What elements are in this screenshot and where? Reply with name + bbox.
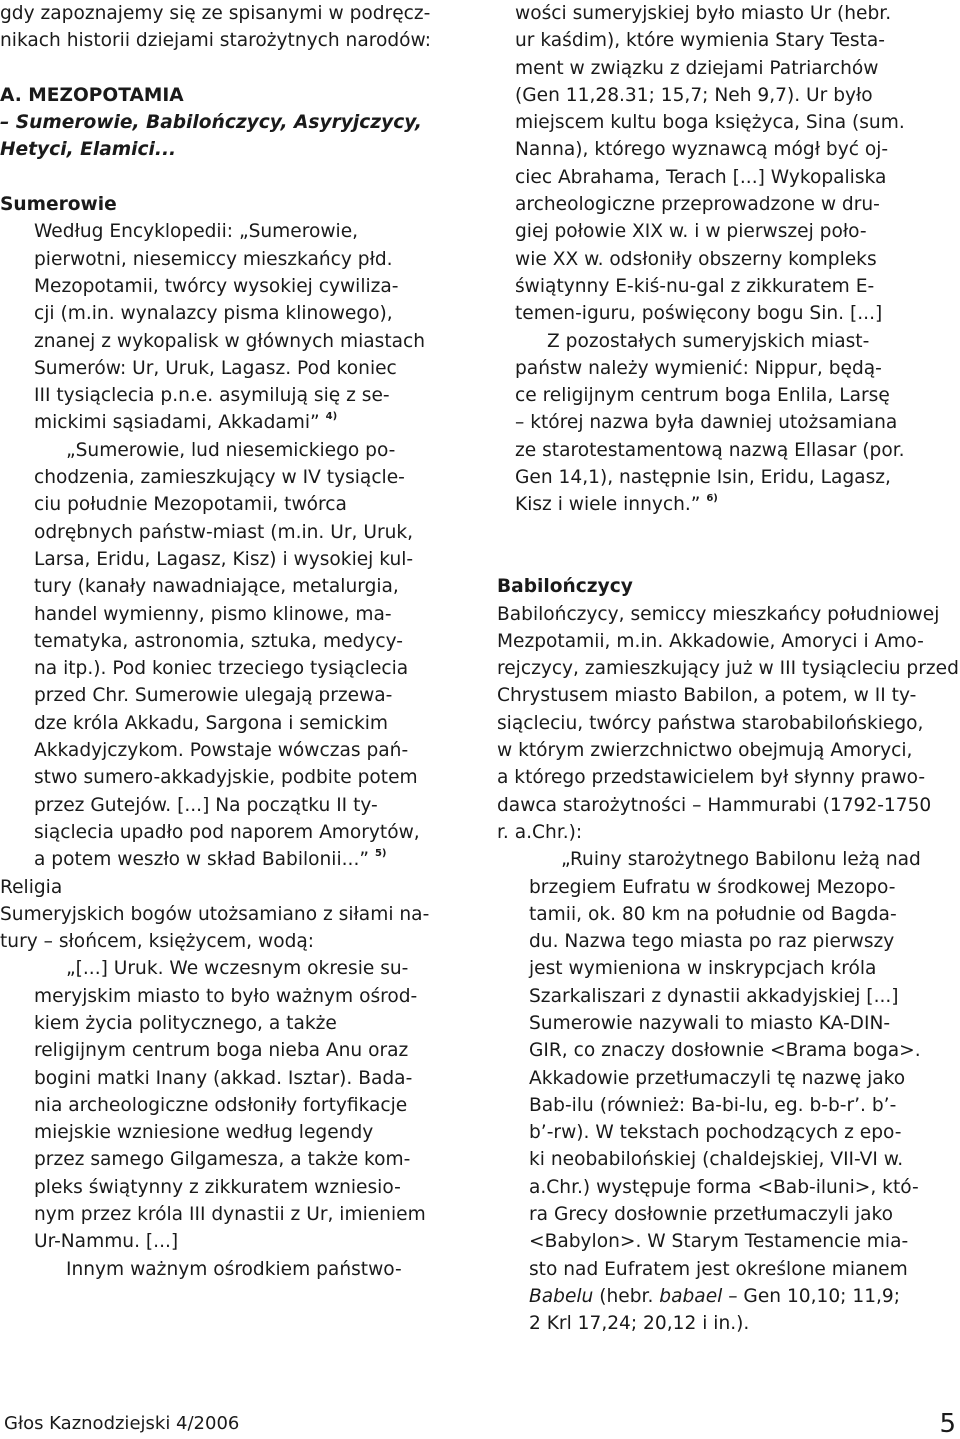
text-line: III tysiąclecia p.n.e. asymilują się z se-: [34, 385, 390, 407]
quote-line: a potem weszło w skład Babilonii...”: [34, 849, 370, 871]
quote-line: jest wymieniona w inskrypcjach króla: [529, 958, 877, 980]
babel-rest: – Gen 10,10; 11,9;: [722, 1285, 901, 1307]
text-line: wości sumeryjskiej było miasto Ur (hebr.: [515, 3, 892, 24]
footnote-ref: 4): [325, 411, 338, 423]
text-line: Mezpotamii, m.in. Akkadowie, Amoryci i Amo-: [497, 630, 924, 652]
quote-line: tamii, ok. 80 km na południe od Bagda-: [529, 903, 897, 925]
quote-line: „Ruiny starożytnego Babilonu leżą nad: [561, 849, 921, 871]
section-subtitle: – Sumerowie, Babilończycy, Asyryjczycy,: [0, 112, 422, 134]
quote-line: [529, 1283, 960, 1310]
text-line: ciec Abrahama, Terach [...] Wykopaliska: [515, 166, 887, 188]
text-line: temen-iguru, poświęcony bogu Sin. [...]: [515, 303, 883, 325]
left-column: [0, 0, 470, 1283]
quote-line: Sumerowie nazywali to miasto KA-DIN-: [529, 1012, 891, 1034]
text-line: archeologiczne przeprowadzone w dru-: [515, 194, 880, 216]
quote-line: tury (kanały nawadniające, metalurgia,: [34, 576, 399, 598]
text-line: Sumerów: Ur, Uruk, Lagasz. Pod koniec: [34, 357, 397, 379]
quote-line: siąclecia upadło pod naporem Amorytów,: [34, 821, 420, 843]
text-line: mickimi sąsiadami, Akkadami”: [34, 412, 320, 434]
sumer-paragraph: [0, 218, 470, 873]
quote-line: religijnym centrum boga nieba Anu oraz: [34, 1040, 409, 1062]
quote-line: dze króla Akkadu, Sargona i semickim: [34, 712, 389, 734]
text-line: świątynny E-kiś-nu-gal z zikkuratem E-: [515, 275, 875, 297]
text-line: ze starotestamentową nazwą Ellasar (por.: [515, 439, 905, 461]
section-subtitle: Hetyci, Elamici...: [0, 139, 177, 161]
quote-line: ra Grecy dosłownie przetłumaczyli jako: [529, 1204, 893, 1226]
quote-line: „Sumerowie, lud niesemickiego po-: [66, 439, 396, 461]
text-line: Sumeryjskich bogów utożsamiano z siłami na-: [0, 903, 430, 925]
text-line: Babilończycy, semiccy mieszkańcy południowej: [497, 603, 940, 625]
quote-line: handel wymienny, pismo klinowe, ma-: [34, 603, 392, 625]
babylon-quote: [497, 846, 960, 1337]
text-line: a którego przedstawicielem był słynny prawo-: [497, 767, 926, 789]
journal-footer: Głos Kaznodziejski 4/2006: [4, 1413, 240, 1434]
section-title: A. MEZOPOTAMIA: [0, 84, 184, 106]
text-line: cji (m.in. wynalazcy pisma klinowego),: [34, 303, 393, 325]
quote-line: kiem życia politycznego, a także: [34, 1012, 337, 1034]
quote-line: miejskie wzniesione według legendy: [34, 1122, 374, 1144]
quote-line: na itp.). Pod koniec trzeciego tysiąclecia: [34, 658, 409, 680]
quote-line: bogini matki Inany (akkad. Isztar). Bada-: [34, 1067, 413, 1089]
text-line: Chrystusem miasto Babilon, a potem, w II ty-: [497, 685, 917, 707]
quote-line: tematyka, astronomia, sztuka, medycy-: [34, 630, 403, 652]
text-line: – której nazwa była dawniej utożsamiana: [515, 412, 898, 434]
quote-line: Akkadowie przetłumaczyli tę nazwę jako: [529, 1067, 906, 1089]
text-line: ur kaśdim), które wymienia Stary Testa-: [515, 30, 885, 52]
text-line: dawca starożytności – Hammurabi (1792-1750: [497, 794, 932, 816]
religion-heading: Religia: [0, 876, 63, 898]
text-line: Według Encyklopedii: „Sumerowie,: [34, 221, 359, 243]
right-column: [497, 0, 960, 1338]
sumer-quote: [34, 437, 470, 874]
text-line: Gen 14,1), następnie Isin, Eridu, Lagasz,: [515, 467, 891, 489]
text-line: w którym zwierzchnictwo obejmują Amoryci,: [497, 740, 913, 762]
babel-word: Babelu: [529, 1285, 594, 1307]
quote-line: przez Gutejów. [...] Na początku II ty-: [34, 794, 378, 816]
text-line: r. a.Chr.):: [497, 821, 583, 843]
quote-line: nym przez króla III dynastii z Ur, imieniem: [34, 1204, 426, 1226]
text-line: (Gen 11,28.31; 15,7; Neh 9,7). Ur było: [515, 84, 873, 106]
ur-paragraph: [497, 0, 960, 519]
quote-line: GIR, co znaczy dosłownie <Brama boga>.: [529, 1040, 921, 1062]
quote-line: 2 Krl 17,24; 20,12 i in.).: [529, 1313, 750, 1335]
quote-line: Bab-ilu (również: Ba-bi-lu, eg. b-b-r’. b’-: [529, 1094, 897, 1116]
babael-word: babael: [659, 1285, 723, 1307]
quote-line: ki neobabilońskiej (chaldejskiej, VII-VI w.: [529, 1149, 904, 1171]
text-line: pierwotni, niesemiccy mieszkańcy płd.: [34, 248, 393, 270]
text-line: Kisz i wiele innych.”: [515, 494, 701, 516]
intro-line: nikach historii dziejami starożytnych narodów:: [0, 30, 431, 52]
text-line: Mezopotamii, twórcy wysokiej cywiliza-: [34, 275, 399, 297]
quote-line: brzegiem Eufratu w środkowej Mezopo-: [529, 876, 896, 898]
quote-line: sto nad Eufratem jest określone mianem: [529, 1258, 908, 1280]
quote-line: chodzenia, zamieszkujący w IV tysiącle-: [34, 467, 405, 489]
quote-line: Larsa, Eridu, Lagasz, Kisz) i wysokiej kul-: [34, 548, 414, 570]
footnote-ref: 6): [706, 493, 718, 505]
quote-line: Ur-Nammu. [...]: [34, 1231, 179, 1253]
text-line: ce religijnym centrum boga Enlila, Larsę: [515, 385, 890, 407]
quote-line: ciu południe Mezopotamii, twórca: [34, 494, 347, 516]
religion-quote: [0, 955, 470, 1283]
footnote-ref: 5): [374, 848, 387, 860]
quote-line: Szarkaliszari z dynastii akkadyjskiej [...]: [529, 985, 899, 1007]
quote-line: Akkadyjczykom. Powstaje wówczas pań-: [34, 740, 409, 762]
text-line: Z pozostałych sumeryjskich miast-: [547, 330, 870, 352]
quote-line: b’-rw). W tekstach pochodzących z epo-: [529, 1122, 902, 1144]
text-line: miejscem kultu boga księżyca, Sina (sum.: [515, 112, 905, 134]
quote-line: meryjskim miasto to było ważnym ośrod-: [34, 985, 418, 1007]
quote-line: Innym ważnym ośrodkiem państwo-: [66, 1258, 402, 1280]
text-line: siącleciu, twórcy państwa starobabilońskiego,: [497, 712, 924, 734]
text-line: rejczycy, zamieszkujący już w III tysiącleciu przed: [497, 658, 959, 680]
quote-line: pleks świątynny z zikkuratem wzniesio-: [34, 1176, 401, 1198]
text-line: giej połowie XIX w. i w pierwszej poło-: [515, 221, 867, 243]
quote-line: odrębnych państw-miast (m.in. Ur, Uruk,: [34, 521, 414, 543]
text-line: znanej z wykopalisk w głównych miastach: [34, 330, 426, 352]
text-line: wie XX w. odsłoniły obszerny kompleks: [515, 248, 877, 270]
quote-line: „[...] Uruk. We wczesnym okresie su-: [66, 958, 409, 980]
babel-mid: (hebr.: [593, 1285, 660, 1307]
text-line: ment w związku z dziejami Patriarchów: [515, 57, 879, 79]
intro-line: gdy zapoznajemy się ze spisanymi w podręcz-: [0, 3, 431, 24]
quote-line: du. Nazwa tego miasta po raz pierwszy: [529, 931, 895, 953]
quote-line: <Babylon>. W Starym Testamencie mia-: [529, 1231, 909, 1253]
sumer-heading: Sumerowie: [0, 194, 117, 216]
quote-line: nia archeologiczne odsłoniły fortyfikacje: [34, 1094, 408, 1116]
quote-line: stwo sumero-akkadyjskie, podbite potem: [34, 767, 418, 789]
page-number: 5: [939, 1409, 956, 1439]
quote-line: przez samego Gilgamesza, a także kom-: [34, 1149, 411, 1171]
babylon-heading: Babilończycy: [497, 576, 633, 598]
text-line: Nanna), którego wyznawcą mógł być oj-: [515, 139, 889, 161]
text-line: państw należy wymienić: Nippur, będą-: [515, 357, 882, 379]
quote-line: przed Chr. Sumerowie ulegają przewa-: [34, 685, 393, 707]
text-line: tury – słońcem, księżycem, wodą:: [0, 931, 315, 953]
quote-line: a.Chr.) występuje forma <Bab-iluni>, któ-: [529, 1176, 919, 1198]
